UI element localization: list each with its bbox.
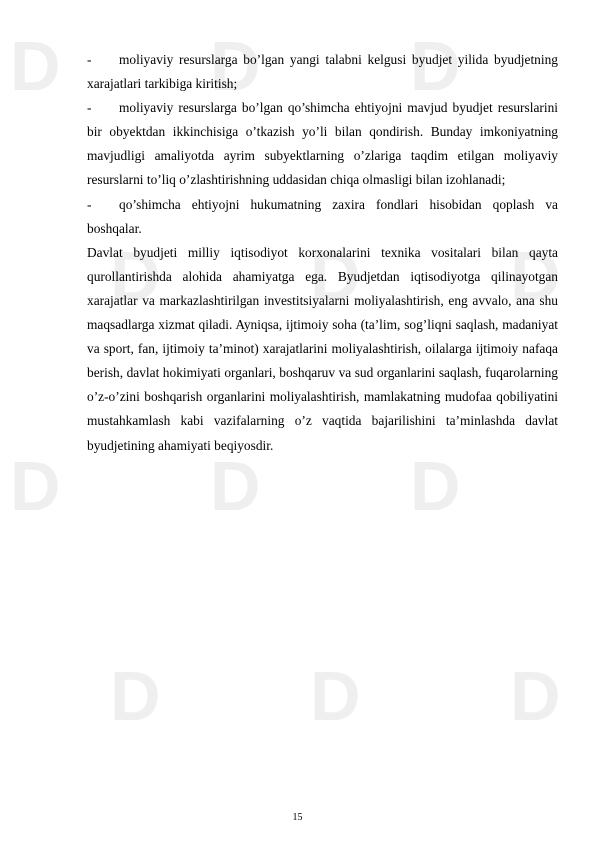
body-paragraph: Davlat byudjeti milliy iqtisodiyot korxonalarini texnika vositalari bilan qayta qurollantirishda alohida ahamiyatga ega. Byudjetdan iqtisodiyotga qilinayotgan xarajatlar va markazlashtirilgan investitsiyalarni moliyalashtirish, eng avvalo, ana shu maqsadlarga xizmat qiladi. Ayniqsa, ijtimoiy soha (ta’lim, sog’liqni saqlash, madaniyat va sport, fan, ijtimoiy ta’minot) xarajatlarini moliyalashtirish, oilalarga ijtimoiy nafaqa berish, davlat hokimiyati organlari, boshqaruv va sud organlarini saqlash, fuqarolarning o’z-o’zini boshqarish organlarini moliyalashtirish, mamlakatning mudofaa qobiliyatini mustahkamlash kabi vazifalarning o’z vaqtida bajarilishini ta’minlashda davlat byudjetining ahamiyati beqiyosdir. — [87, 244, 558, 453]
svg-text:D: D — [210, 447, 261, 525]
bullet-text: qo’shimcha ehtiyojni hukumatning zaxira fondlari hisobidan qoplash va boshqalar. — [87, 196, 558, 236]
svg-text:D: D — [410, 27, 461, 105]
bullet-marker: - — [87, 100, 92, 116]
bullet-item-2 — [87, 96, 558, 192]
bullet-text: moliyaviy resurslarga bo’lgan yangi talabni kelgusi byudjet yilida byudjetning xarajatlari tarkibiga kiritish; — [87, 52, 558, 92]
svg-text:D: D — [210, 27, 261, 105]
svg-text:D: D — [110, 237, 161, 315]
bullet-item-1 — [87, 48, 558, 96]
page-body — [87, 48, 558, 458]
page-number: 15 — [292, 812, 303, 823]
bullet-marker: - — [87, 196, 92, 212]
svg-text:D: D — [510, 237, 561, 315]
bullet-text: moliyaviy resurslarga bo’lgan qo’shimcha ehtiyojni mavjud byudjet resurslarini bir obyektdan ikkinchisiga o’tkazish yo’li bilan qondirish. Bunday imkoniyatning mavjudligi amaliyotda ayrim subyektlarning o’zlariga taqdim etilgan moliyaviy resurslarni to’liq o’zlashtirishning uddasidan chiqa olmasligi bilan izohlanadi; — [87, 100, 558, 188]
svg-text:D: D — [10, 27, 61, 105]
bullet-marker: - — [87, 52, 92, 67]
bullet-item-3 — [87, 193, 558, 241]
svg-text:D: D — [410, 447, 461, 525]
svg-text:D: D — [310, 237, 361, 315]
svg-text:D: D — [10, 447, 61, 525]
svg-text:D: D — [110, 657, 161, 735]
svg-text:D: D — [310, 657, 361, 735]
svg-text:D: D — [510, 657, 561, 735]
